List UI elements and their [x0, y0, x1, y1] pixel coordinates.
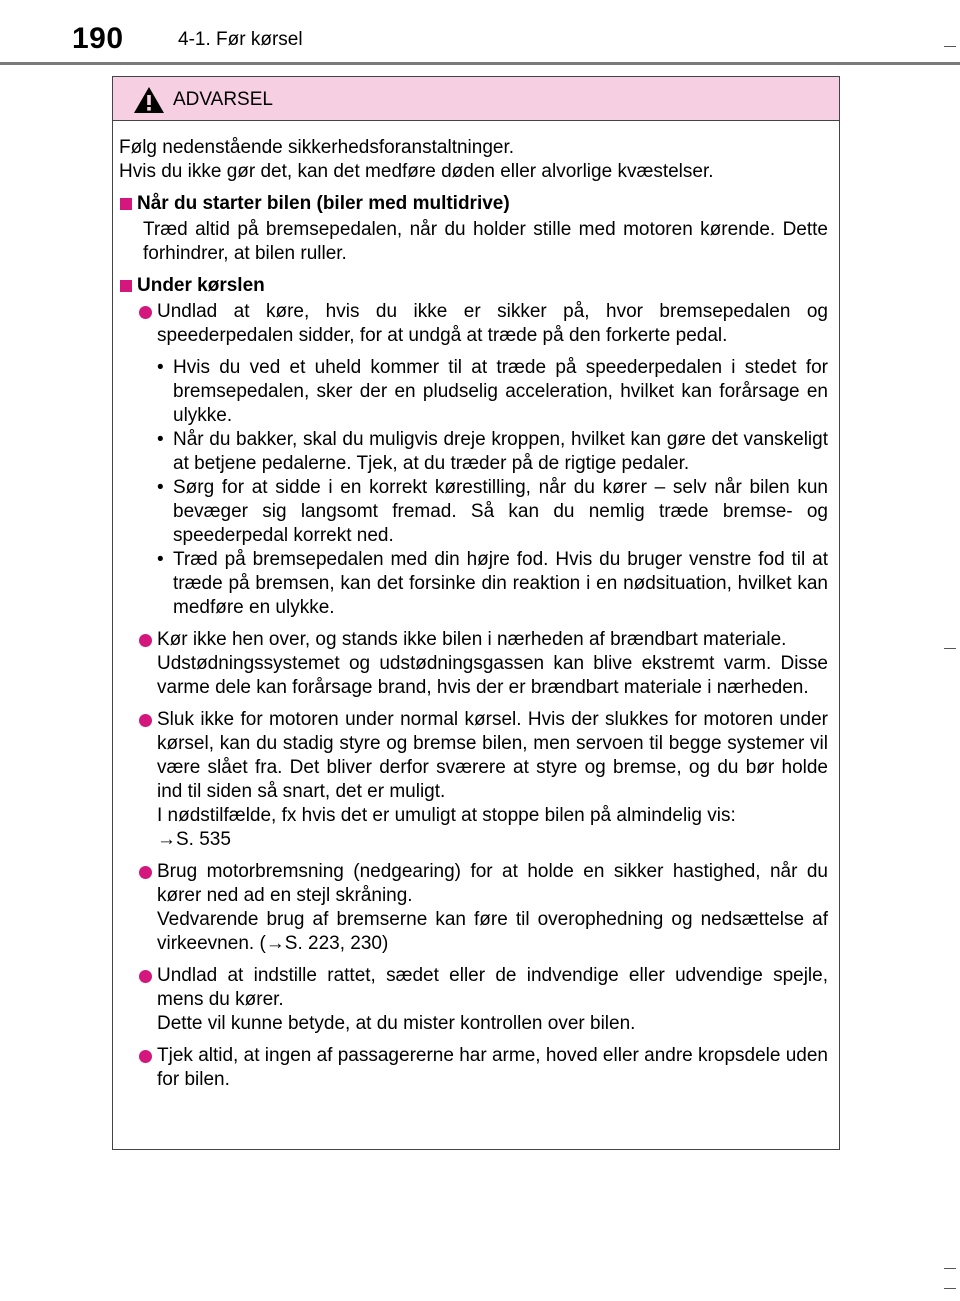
list-item [119, 708, 828, 852]
crop-mark [944, 1288, 956, 1289]
item-text: Kør ikke hen over, og stands ikke bilen i nærheden af brændbart materiale. [157, 629, 787, 650]
list-item [119, 1044, 828, 1092]
item-text: Undlad at køre, hvis du ikke er sikker på, hvor bremsepedalen og speederpedalen sidder, for at undgå at træde på den forkerte pedal. [157, 301, 828, 346]
page-reference: →S. 535 [157, 829, 231, 850]
round-bullet-icon [139, 1050, 152, 1063]
item-text: I nødstilfælde, fx hvis det er umuligt at stoppe bilen på almindelig vis: [157, 805, 736, 826]
item-text: Dette vil kunne betyde, at du mister kontrollen over bilen. [157, 1013, 636, 1034]
sub-bullet: • Når du bakker, skal du muligvis dreje kroppen, hvilket kan gøre det vanskeligt at betjene pedalerne. Tjek, at du træder på de rigtige pedaler. [157, 428, 828, 476]
warning-intro [119, 136, 828, 184]
section-title: 4-1. Før kørsel [178, 29, 303, 50]
page-header [0, 0, 960, 64]
sub-bullet-list [157, 356, 828, 620]
header-rule [0, 62, 960, 65]
square-bullet-icon [120, 198, 132, 210]
crop-mark [944, 648, 956, 649]
round-bullet-icon [139, 634, 152, 647]
list-item [119, 300, 828, 620]
warning-triangle-icon [133, 86, 165, 114]
item-text: Sluk ikke for motoren under normal kørsel. Hvis der slukkes for motoren under kørsel, kan du stadig styre og bremse bilen, men servoen til begge systemer vil være slået fra. Det bliver derfor sværere at styre og bremse, og du bør holde ind til siden så snart, det er muligt. [157, 709, 828, 802]
intro-line: Hvis du ikke gør det, kan det medføre døden eller alvorlige kvæstelser. [119, 161, 714, 182]
list-item [119, 628, 828, 700]
square-bullet-icon [120, 280, 132, 292]
crop-mark [944, 1268, 956, 1269]
item-text: Tjek altid, at ingen af passagererne har arme, hoved eller andre kropsdele uden for bilen. [157, 1045, 828, 1090]
list-item [119, 860, 828, 956]
round-bullet-icon [139, 306, 152, 319]
section-heading-text: Under kørslen [137, 275, 265, 296]
item-text: Brug motorbremsning (nedgearing) for at holde en sikker hastighed, når du kører ned ad en stejl skråning. [157, 861, 828, 906]
section-paragraph: Træd altid på bremsepedalen, når du holder stille med motoren kørende. Dette forhindrer, at bilen ruller. [143, 219, 828, 264]
list-item [119, 964, 828, 1036]
round-bullet-icon [139, 714, 152, 727]
intro-line: Følg nedenstående sikkerhedsforanstaltninger. [119, 137, 515, 158]
sub-bullet: • Træd på bremsepedalen med din højre fod. Hvis du bruger venstre fod til at træde på bremsen, kan det forsinke din reaktion i en nødsituation, hvilket kan medføre en ulykke. [157, 548, 828, 620]
item-text: Undlad at indstille rattet, sædet eller de indvendige eller udvendige spejle, mens du kører. [157, 965, 828, 1010]
section-heading [119, 192, 828, 216]
page-number: 190 [72, 22, 124, 55]
sub-bullet: • Hvis du ved et uheld kommer til at træde på speederpedalen i stedet for bremsepedalen, sker der en pludselig acceleration, hvilket kan forårsage en ulykke. [157, 356, 828, 428]
item-text: Udstødningssystemet og udstødningsgassen kan blive ekstremt varm. Disse varme dele kan forårsage brand, hvis der er brændbart materiale i nærheden. [157, 653, 828, 698]
round-bullet-icon [139, 866, 152, 879]
warning-content [113, 121, 839, 1100]
round-bullet-icon [139, 970, 152, 983]
warning-header [113, 77, 839, 121]
sub-bullet: • Sørg for at sidde i en korrekt kørestilling, når du kører – selv når bilen kun bevæger sig langsomt fremad. Så kan du nemlig træde bremse- og speederpedal korrekt ned. [157, 476, 828, 548]
crop-mark [944, 46, 956, 47]
section-heading [119, 274, 828, 298]
warning-box [112, 76, 840, 1150]
warning-title: ADVARSEL [173, 89, 273, 110]
section-heading-text: Når du starter bilen (biler med multidrive) [137, 193, 510, 214]
item-text: Vedvarende brug af bremserne kan føre til overophedning og nedsættelse af virkeevnen. (→S. 223, 230) [157, 909, 828, 954]
